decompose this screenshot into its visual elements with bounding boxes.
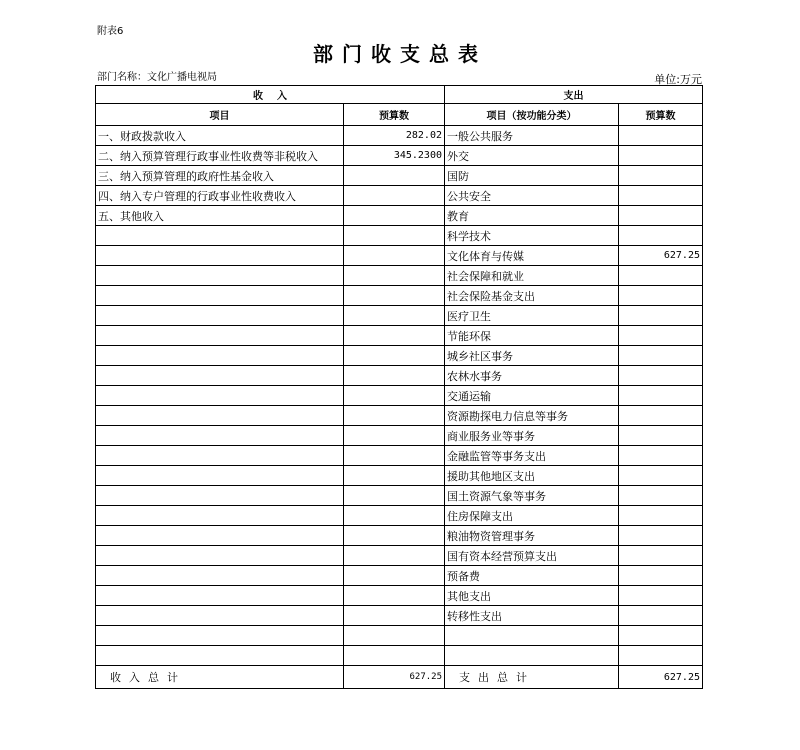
expense-item-cell: 商业服务业等事务 bbox=[445, 426, 619, 446]
expense-value-cell bbox=[619, 346, 703, 366]
income-item-cell bbox=[96, 366, 344, 386]
income-item-cell bbox=[96, 306, 344, 326]
income-item-cell: 四、纳入专户管理的行政事业性收费收入 bbox=[96, 186, 344, 206]
expense-item-cell: 国有资本经营预算支出 bbox=[445, 546, 619, 566]
table-row bbox=[96, 406, 703, 426]
income-value-cell: 282.02 bbox=[344, 126, 445, 146]
expense-value-cell bbox=[619, 466, 703, 486]
table-row bbox=[96, 226, 703, 246]
table-row bbox=[96, 646, 703, 666]
table-row bbox=[96, 206, 703, 226]
table-row bbox=[96, 546, 703, 566]
expense-item-cell: 文化体育与传媒 bbox=[445, 246, 619, 266]
income-item-cell bbox=[96, 386, 344, 406]
expense-item-cell: 金融监管等事务支出 bbox=[445, 446, 619, 466]
income-item-header: 项目 bbox=[96, 104, 344, 126]
department-name: 部门名称：文化广播电视局 bbox=[97, 72, 217, 83]
income-value-cell bbox=[344, 546, 445, 566]
table-row bbox=[96, 526, 703, 546]
income-value-cell bbox=[344, 486, 445, 506]
expense-item-cell: 公共安全 bbox=[445, 186, 619, 206]
expense-item-cell: 社会保障和就业 bbox=[445, 266, 619, 286]
expense-value-cell bbox=[619, 566, 703, 586]
income-value-cell bbox=[344, 566, 445, 586]
table-row bbox=[96, 126, 703, 146]
expense-total-value: 627.25 bbox=[619, 666, 703, 689]
expense-item-cell: 节能环保 bbox=[445, 326, 619, 346]
expense-item-cell: 住房保障支出 bbox=[445, 506, 619, 526]
income-item-cell bbox=[96, 506, 344, 526]
table-row bbox=[96, 306, 703, 326]
income-value-cell bbox=[344, 286, 445, 306]
header-row-columns bbox=[96, 104, 703, 126]
table-row bbox=[96, 186, 703, 206]
income-header: 收 入 bbox=[96, 86, 445, 104]
expense-value-cell bbox=[619, 266, 703, 286]
header-row-top bbox=[96, 86, 703, 104]
expense-item-cell: 国防 bbox=[445, 166, 619, 186]
income-value-cell bbox=[344, 446, 445, 466]
expense-item-cell bbox=[445, 626, 619, 646]
income-item-cell bbox=[96, 346, 344, 366]
expense-value-cell bbox=[619, 226, 703, 246]
expense-item-cell: 交通运输 bbox=[445, 386, 619, 406]
expense-value-cell bbox=[619, 326, 703, 346]
expense-value-cell bbox=[619, 206, 703, 226]
expense-item-header: 项目（按功能分类） bbox=[445, 104, 619, 126]
income-item-cell bbox=[96, 566, 344, 586]
expense-item-cell: 外交 bbox=[445, 146, 619, 166]
expense-value-cell bbox=[619, 366, 703, 386]
income-value-cell bbox=[344, 186, 445, 206]
expense-value-cell bbox=[619, 526, 703, 546]
expense-item-cell: 一般公共服务 bbox=[445, 126, 619, 146]
expense-value-cell bbox=[619, 306, 703, 326]
table-row bbox=[96, 286, 703, 306]
income-budget-header: 预算数 bbox=[344, 104, 445, 126]
expense-header: 支出 bbox=[445, 86, 703, 104]
table-row bbox=[96, 386, 703, 406]
expense-item-cell: 预备费 bbox=[445, 566, 619, 586]
income-item-cell: 三、纳入预算管理的政府性基金收入 bbox=[96, 166, 344, 186]
income-item-cell bbox=[96, 606, 344, 626]
expense-item-cell: 科学技术 bbox=[445, 226, 619, 246]
income-value-cell bbox=[344, 406, 445, 426]
income-value-cell bbox=[344, 606, 445, 626]
income-item-cell bbox=[96, 246, 344, 266]
expense-value-cell bbox=[619, 426, 703, 446]
expense-value-cell bbox=[619, 626, 703, 646]
expense-value-cell bbox=[619, 486, 703, 506]
income-total-value: 627.25 bbox=[344, 666, 445, 689]
expense-item-cell: 援助其他地区支出 bbox=[445, 466, 619, 486]
table-row bbox=[96, 626, 703, 646]
annex-label: 附表6 bbox=[97, 26, 124, 37]
income-item-cell bbox=[96, 586, 344, 606]
income-value-cell bbox=[344, 626, 445, 646]
income-value-cell bbox=[344, 366, 445, 386]
income-item-cell: 五、其他收入 bbox=[96, 206, 344, 226]
total-row bbox=[96, 666, 703, 689]
income-value-cell bbox=[344, 306, 445, 326]
expense-total-label: 支出总计 bbox=[445, 666, 619, 689]
expense-item-cell: 转移性支出 bbox=[445, 606, 619, 626]
income-item-cell bbox=[96, 486, 344, 506]
income-value-cell bbox=[344, 206, 445, 226]
table-row bbox=[96, 366, 703, 386]
table-row bbox=[96, 246, 703, 266]
expense-value-cell bbox=[619, 406, 703, 426]
expense-item-cell: 其他支出 bbox=[445, 586, 619, 606]
page-title: 部门收支总表 bbox=[313, 42, 487, 66]
income-value-cell bbox=[344, 326, 445, 346]
income-item-cell bbox=[96, 286, 344, 306]
income-item-cell bbox=[96, 526, 344, 546]
expense-budget-header: 预算数 bbox=[619, 104, 703, 126]
income-item-cell bbox=[96, 326, 344, 346]
expense-value-cell bbox=[619, 606, 703, 626]
expense-item-cell: 资源勘探电力信息等事务 bbox=[445, 406, 619, 426]
unit-label: 单位:万元 bbox=[654, 73, 702, 86]
table-row bbox=[96, 566, 703, 586]
expense-value-cell bbox=[619, 286, 703, 306]
income-item-cell bbox=[96, 646, 344, 666]
income-value-cell bbox=[344, 266, 445, 286]
summary-table bbox=[95, 85, 703, 689]
expense-value-cell bbox=[619, 646, 703, 666]
income-item-cell bbox=[96, 466, 344, 486]
expense-item-cell: 粮油物资管理事务 bbox=[445, 526, 619, 546]
income-item-cell: 二、纳入预算管理行政事业性收费等非税收入 bbox=[96, 146, 344, 166]
table-row bbox=[96, 466, 703, 486]
income-item-cell: 一、财政拨款收入 bbox=[96, 126, 344, 146]
income-item-cell bbox=[96, 446, 344, 466]
table-row bbox=[96, 586, 703, 606]
expense-value-cell bbox=[619, 166, 703, 186]
income-value-cell bbox=[344, 586, 445, 606]
table-row bbox=[96, 326, 703, 346]
expense-value-cell bbox=[619, 446, 703, 466]
table-row bbox=[96, 166, 703, 186]
expense-value-cell bbox=[619, 506, 703, 526]
income-value-cell bbox=[344, 426, 445, 446]
expense-item-cell: 社会保险基金支出 bbox=[445, 286, 619, 306]
table-row bbox=[96, 606, 703, 626]
table-row bbox=[96, 346, 703, 366]
income-value-cell bbox=[344, 386, 445, 406]
income-value-cell bbox=[344, 166, 445, 186]
income-value-cell bbox=[344, 646, 445, 666]
expense-item-cell: 国土资源气象等事务 bbox=[445, 486, 619, 506]
income-item-cell bbox=[96, 266, 344, 286]
expense-value-cell bbox=[619, 146, 703, 166]
expense-value-cell bbox=[619, 586, 703, 606]
expense-item-cell bbox=[445, 646, 619, 666]
income-item-cell bbox=[96, 626, 344, 646]
expense-value-cell bbox=[619, 186, 703, 206]
income-value-cell bbox=[344, 466, 445, 486]
expense-value-cell bbox=[619, 386, 703, 406]
table-row bbox=[96, 446, 703, 466]
income-item-cell bbox=[96, 426, 344, 446]
income-value-cell bbox=[344, 526, 445, 546]
table-row bbox=[96, 486, 703, 506]
income-total-label: 收入总计 bbox=[96, 666, 344, 689]
income-value-cell bbox=[344, 506, 445, 526]
table-row bbox=[96, 146, 703, 166]
expense-value-cell bbox=[619, 546, 703, 566]
expense-item-cell: 医疗卫生 bbox=[445, 306, 619, 326]
income-value-cell bbox=[344, 346, 445, 366]
expense-item-cell: 农林水事务 bbox=[445, 366, 619, 386]
income-value-cell bbox=[344, 246, 445, 266]
expense-item-cell: 城乡社区事务 bbox=[445, 346, 619, 366]
expense-value-cell bbox=[619, 126, 703, 146]
table-row bbox=[96, 266, 703, 286]
expense-value-cell: 627.25 bbox=[619, 246, 703, 266]
expense-item-cell: 教育 bbox=[445, 206, 619, 226]
table-row bbox=[96, 506, 703, 526]
table-row bbox=[96, 426, 703, 446]
income-value-cell: 345.2300 bbox=[344, 146, 445, 166]
income-item-cell bbox=[96, 226, 344, 246]
income-item-cell bbox=[96, 546, 344, 566]
income-value-cell bbox=[344, 226, 445, 246]
income-item-cell bbox=[96, 406, 344, 426]
